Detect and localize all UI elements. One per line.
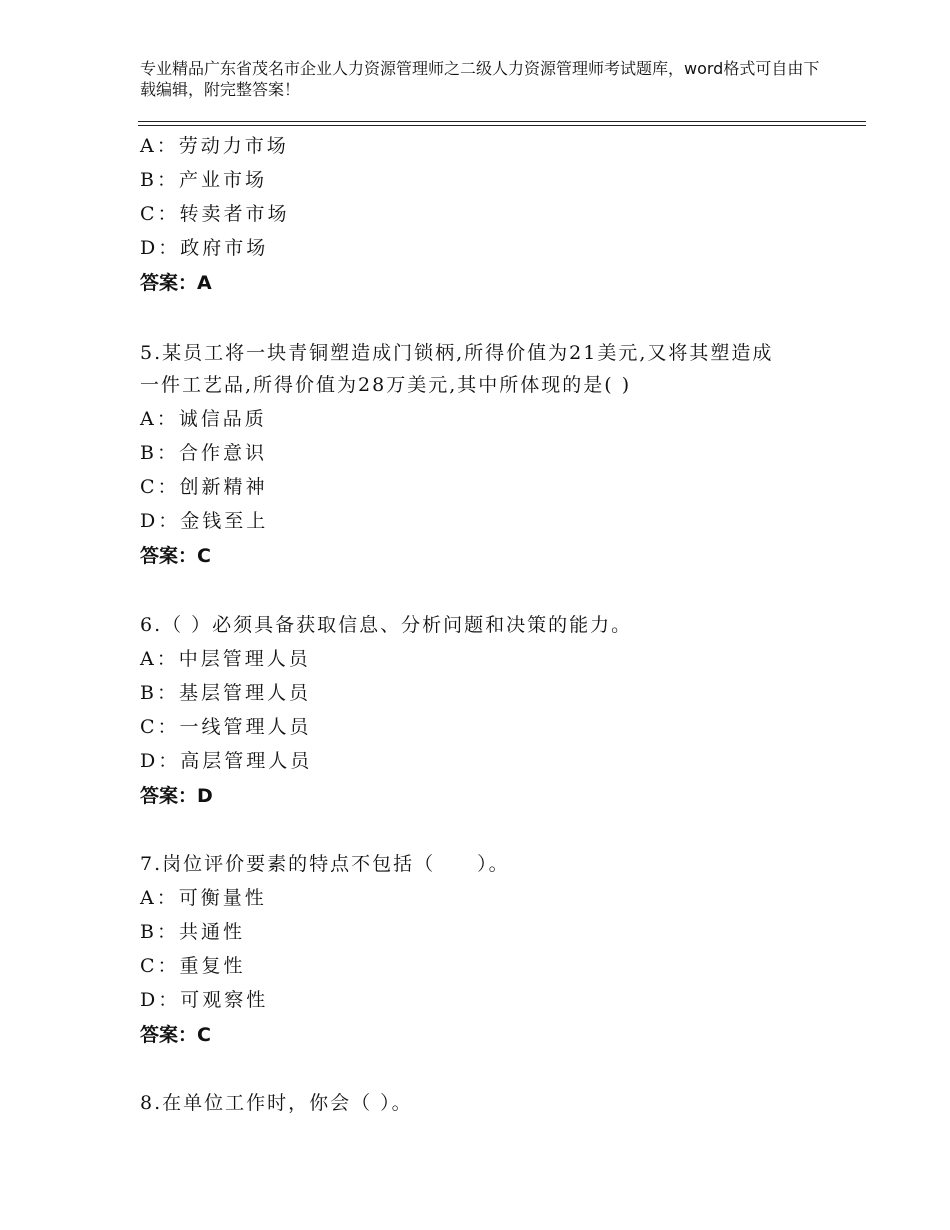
- q4-option-d: D：政府市场: [140, 237, 269, 259]
- q4-option-a: A：劳动力市场: [140, 135, 289, 157]
- q5-option-c: C：创新精神: [140, 476, 268, 498]
- header-divider-bottom: [138, 125, 866, 126]
- q7-option-a: A：可衡量性: [140, 887, 267, 909]
- q6-option-c: C：一线管理人员: [140, 716, 312, 738]
- q5-option-a: A：诚信品质: [140, 408, 267, 430]
- q7-option-d: D：可观察性: [140, 989, 269, 1011]
- q6-option-b: B：基层管理人员: [140, 682, 311, 704]
- q5-option-b: B：合作意识: [140, 442, 267, 464]
- q6-stem: 6.（ ）必须具备获取信息、分析问题和决策的能力。: [140, 614, 633, 636]
- q4-option-b: B：产业市场: [140, 169, 267, 191]
- q6-option-d: D：高层管理人员: [140, 750, 313, 772]
- q6-option-a: A：中层管理人员: [140, 648, 311, 670]
- q6-answer: 答案：D: [140, 785, 213, 807]
- header-divider-top: [138, 121, 866, 122]
- q5-stem-line2: 一件工艺品,所得价值为28万美元,其中所体现的是( ): [140, 374, 632, 396]
- q7-answer: 答案：C: [140, 1024, 211, 1046]
- q4-answer: 答案：A: [140, 272, 212, 294]
- q5-stem-line1: 5.某员工将一块青铜塑造成门锁柄,所得价值为21美元,又将其塑造成: [140, 342, 774, 364]
- q5-answer: 答案：C: [140, 545, 211, 567]
- q7-stem: 7.岗位评价要素的特点不包括（ ）。: [140, 853, 510, 875]
- document-header: 专业精品广东省茂名市企业人力资源管理师之二级人力资源管理师考试题库，word格式可自由下载编辑，附完整答案！: [140, 59, 820, 99]
- q8-stem: 8.在单位工作时，你会（ ）。: [140, 1092, 413, 1114]
- q5-option-d: D：金钱至上: [140, 510, 269, 532]
- q7-option-c: C：重复性: [140, 955, 246, 977]
- q7-option-b: B：共通性: [140, 921, 245, 943]
- q4-option-c: C：转卖者市场: [140, 203, 290, 225]
